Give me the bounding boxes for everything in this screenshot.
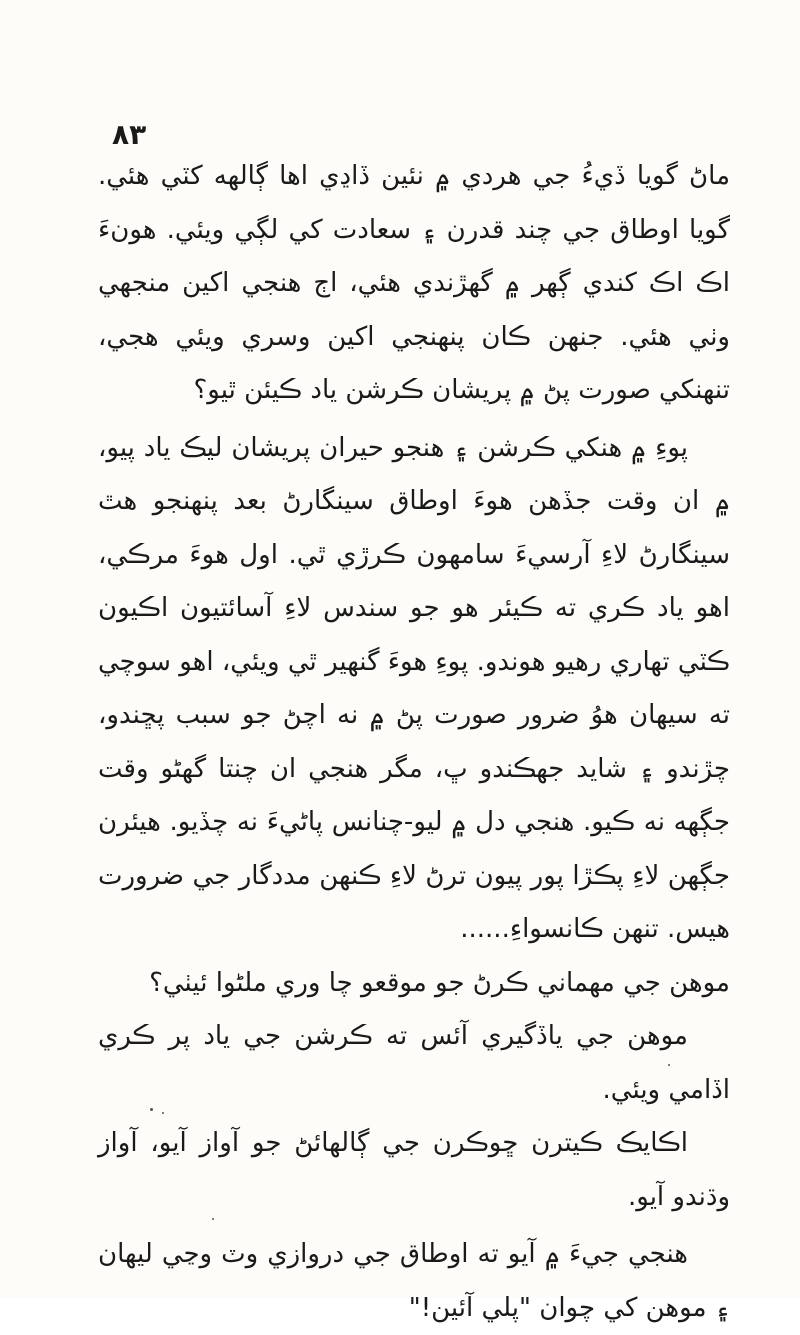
paragraph: موهن جي ياڏگيري آئس ته ڪرشن جي ياد پر ڪري اڏامي ويئي.: [98, 1021, 730, 1105]
paragraph: پوءِ ۾ هنکي ڪرشن ۽ هنجو حيران پريشان ليڪ ياد پيو، ۾ ان وقت جڏهن هوءَ اوطاق سينگارڻ بعد پنهنجو هٿ سينگارڻ لاءِ آرسيءَ سامهون ڪرڙي ٿي. اول هوءَ مرڪي، اهو ياد ڪري ته ڪيئر هو جو سندس لاءِ آسائتيون اڪيون ڪٽي تهاري رهيو هوندو. پوءِ هوءَ گنهير ٿي ويئي، اهو سوچي ته سيهان هوُ ضرور صورت پڻ ۾ نه اچڻ جو سبب پڇندو، چڙندو ۽ شايد جهڪندو ڀ، مگر هنجي ان چنتا گهڻو وقت جڳهه نه ڪيو. هنجي دل ۾ ليو-چنانس پاڻيءَ نه چڏيو. هيئرن جڳهن لاءِ پڪڙا پور پيون ترڻ لاءِ ڪنهن مددگار جي ضرورت هيس. تنهن ڪانسواءِ......: [98, 432, 730, 944]
paragraph: هنجي جيءَ ۾ آيو ته اوطاق جي دروازي وٽ وڃي ليهان ۽ موهن کي چوان "پلي آئين!": [98, 1239, 730, 1323]
print-speck: [162, 1112, 164, 1114]
print-speck: [150, 1108, 153, 1111]
print-speck: [668, 1064, 670, 1066]
page-number: ٨٣: [112, 118, 147, 151]
paragraph: اڪايڪ ڪيترن ڇوڪرن جي ڳالهائڻ جو آواز آيو، آواز وڌندو آيو.: [98, 1128, 730, 1212]
paragraph: موهن جي مهماني ڪرڻ جو موقعو چا وري ملڻوا ئيٺي؟: [149, 967, 730, 998]
paragraph: ماڻ گويا ڏيءُ جي هردي ۾ نئين ڏاڍي اها ڳالهه کٽي هئي. گويا اوطاق جي چند قدرن ۽ سعادت کي لڳي ويئي. هونءَ اڪ اڪ کندي ڳهر ۾ گهڙندي هئي، اڄ هنجي اکين منجهي وٺي هئي. جنهن ڪان پنهنجي اکين وسري ويئي هجي، تنهنکي صورت پڻ ۾ پريشان ڪرشن ياد ڪيئن ٿيو؟: [98, 161, 730, 405]
print-speck: [212, 1218, 214, 1220]
body-text: [98, 150, 730, 1335]
